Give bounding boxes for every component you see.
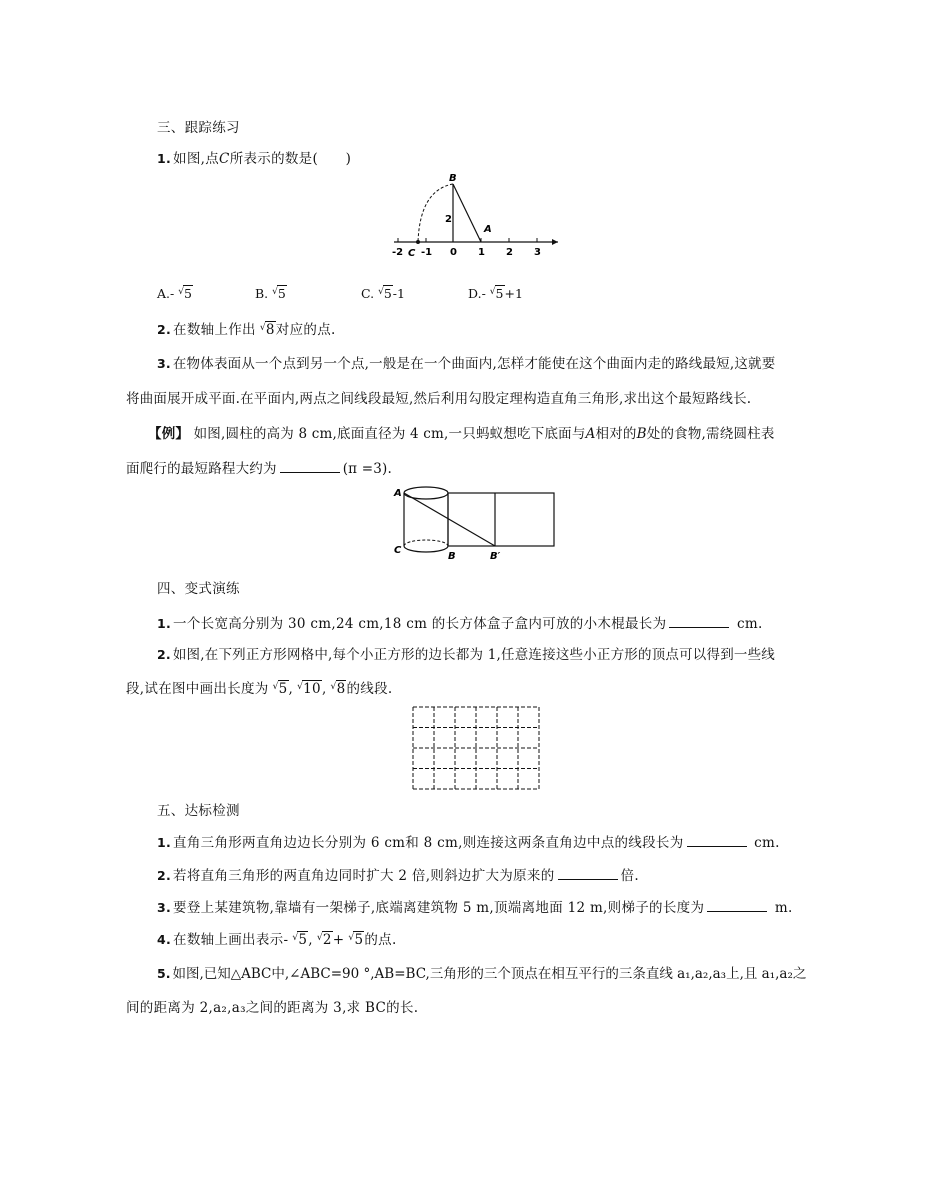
choice-sign: - bbox=[481, 286, 486, 301]
example-line-2 bbox=[126, 457, 392, 477]
choice-label: D. bbox=[468, 286, 482, 301]
question-text-tail: 的点. bbox=[364, 932, 397, 948]
answer-blank[interactable] bbox=[687, 834, 747, 847]
choice-a bbox=[157, 286, 193, 301]
example-text: 面爬行的最短路程大约为 bbox=[126, 461, 277, 477]
question-text: 在数轴上作出 bbox=[173, 322, 256, 338]
question-number: 3. bbox=[157, 900, 172, 915]
section-heading-4: 四、变式演练 bbox=[157, 581, 240, 597]
example-text-tail: (π =3). bbox=[342, 461, 392, 477]
question-number: 5. bbox=[157, 966, 171, 981]
question-text: 在数轴上画出表示 bbox=[173, 932, 284, 948]
question-3-2 bbox=[157, 318, 336, 338]
radicand: 5 bbox=[495, 286, 504, 301]
choice-tail: +1 bbox=[504, 286, 523, 301]
choice-d bbox=[468, 286, 523, 301]
question-text-tail: 对应的点. bbox=[275, 322, 336, 338]
example-tag: 【例】 bbox=[148, 426, 190, 442]
question-5-1 bbox=[157, 831, 780, 851]
label-c: C bbox=[408, 248, 416, 259]
radical: √5 bbox=[348, 932, 364, 948]
radical: √5 bbox=[272, 286, 286, 301]
cylinder-figure bbox=[390, 484, 562, 562]
question-4-2-cont bbox=[126, 677, 392, 697]
question-text: 段,试在图中画出长度为 bbox=[126, 681, 269, 697]
question-number: 1. bbox=[157, 616, 172, 631]
choice-c bbox=[361, 286, 405, 301]
question-5-5 bbox=[157, 962, 806, 982]
radicand: 8 bbox=[265, 322, 275, 338]
radical: √8 bbox=[330, 681, 346, 697]
question-3-1 bbox=[157, 147, 351, 167]
radicand: 8 bbox=[336, 681, 346, 697]
question-number: 2. bbox=[157, 322, 172, 337]
example-line-1 bbox=[148, 422, 775, 442]
question-3-3-cont: 将曲面展开成平面.在平面内,两点之间线段最短,然后利用勾股定理构造直角三角形,求出这个最短路线长. bbox=[126, 391, 752, 407]
tick-label: 0 bbox=[450, 247, 457, 258]
question-5-4 bbox=[157, 928, 397, 948]
answer-blank[interactable] bbox=[669, 615, 729, 628]
question-4-1 bbox=[157, 612, 763, 632]
example-text-mid: 相对的 bbox=[595, 426, 637, 442]
question-text-tail: 倍. bbox=[620, 868, 639, 884]
tick-label: 1 bbox=[478, 247, 485, 258]
choice-label: C. bbox=[361, 286, 375, 301]
question-text-tail: 所表示的数是( ) bbox=[229, 151, 352, 167]
example-text-tail: 处的食物,需绕圆柱表 bbox=[646, 426, 775, 442]
choice-label: B. bbox=[255, 286, 269, 301]
separator: , bbox=[288, 681, 294, 697]
question-number: 4. bbox=[157, 932, 172, 947]
variable-a: A bbox=[585, 426, 596, 442]
question-text: 直角三角形两直角边边长分别为 6 cm和 8 cm,则连接这两条直角边中点的线段长为 bbox=[173, 835, 684, 851]
radical: √5 bbox=[178, 286, 192, 301]
question-text: 在物体表面从一个点到另一个点,一般是在一个曲面内,怎样才能使在这个曲面内走的路线最短,这就要 bbox=[172, 356, 776, 372]
label-b-prime: B′ bbox=[490, 551, 501, 562]
question-text: 如图,在下列正方形网格中,每个小正方形的边长都为 1,任意连接这些小正方形的顶点可以得到一些线 bbox=[172, 647, 776, 663]
radical: √5 bbox=[378, 286, 392, 301]
sign: - bbox=[283, 932, 289, 948]
question-4-2 bbox=[157, 643, 775, 663]
label-b: B bbox=[448, 551, 456, 562]
answer-blank[interactable] bbox=[280, 460, 340, 473]
radical: √10 bbox=[297, 681, 321, 697]
tick-label: 3 bbox=[534, 247, 541, 258]
label-a: A bbox=[484, 224, 492, 235]
radical: √5 bbox=[489, 286, 504, 301]
question-5-2 bbox=[157, 864, 639, 884]
question-number: 1. bbox=[157, 835, 172, 850]
question-text: 一个长宽高分别为 30 cm,24 cm,18 cm 的长方体盒子盒内可放的小木棍最长为 bbox=[173, 616, 667, 632]
question-5-3 bbox=[157, 896, 793, 916]
radicand: 5 bbox=[298, 932, 308, 948]
radical: √5 bbox=[292, 932, 308, 948]
question-number: 2. bbox=[157, 647, 171, 662]
label-a: A bbox=[394, 488, 402, 499]
choice-sign: - bbox=[170, 286, 175, 301]
variable-c: C bbox=[219, 151, 230, 167]
label-c: C bbox=[394, 545, 402, 556]
radical: √2 bbox=[316, 932, 332, 948]
radicand: 5 bbox=[383, 286, 392, 301]
question-text: 若将直角三角形的两直角边同时扩大 2 倍,则斜边扩大为原来的 bbox=[173, 868, 555, 884]
answer-blank[interactable] bbox=[558, 867, 618, 880]
example-text: 如图,圆柱的高为 8 cm,底面直径为 4 cm,一只蚂蚁想吃下底面与 bbox=[193, 426, 586, 442]
question-number: 1. bbox=[157, 151, 172, 166]
numberline-figure bbox=[390, 170, 565, 262]
question-number: 3. bbox=[157, 356, 171, 371]
choice-label: A. bbox=[157, 286, 171, 301]
radical: √8 bbox=[259, 322, 275, 338]
question-number: 2. bbox=[157, 868, 172, 883]
question-text-tail: cm. bbox=[749, 835, 780, 851]
question-text: 如图,点 bbox=[173, 151, 220, 167]
choice-b bbox=[255, 286, 287, 301]
radicand: 5 bbox=[354, 932, 364, 948]
radical: √5 bbox=[272, 681, 288, 697]
tick-label: 2 bbox=[506, 247, 513, 258]
question-text: 要登上某建筑物,靠墙有一架梯子,底端离建筑物 5 m,顶端离地面 12 m,则梯子的长度为 bbox=[173, 900, 705, 916]
question-text: 如图,已知△ABC中,∠ABC=90 °,AB=BC,三角形的三个顶点在相互平行的三条直线 a₁,a₂,a₃上,且 a₁,a₂之 bbox=[172, 966, 807, 982]
tick-label: -1 bbox=[421, 247, 433, 258]
radicand: 2 bbox=[322, 932, 332, 948]
radicand: 10 bbox=[303, 681, 321, 697]
choice-tail: -1 bbox=[392, 286, 405, 301]
radicand: 5 bbox=[277, 286, 286, 301]
question-5-5-cont: 间的距离为 2,a₂,a₃之间的距离为 3,求 BC的长. bbox=[126, 1000, 419, 1016]
square-grid-figure bbox=[412, 706, 540, 790]
separator: , bbox=[321, 681, 327, 697]
question-text-tail: cm. bbox=[732, 616, 763, 632]
plus-sign: + bbox=[332, 932, 345, 948]
question-text-tail: 的线段. bbox=[346, 681, 393, 697]
section-heading-5: 五、达标检测 bbox=[157, 803, 240, 819]
variable-b: B bbox=[636, 426, 647, 442]
label-b: B bbox=[449, 173, 457, 184]
question-3-3 bbox=[157, 352, 775, 372]
separator: , bbox=[308, 932, 313, 948]
tick-label: -2 bbox=[392, 247, 404, 258]
label-height-2: 2 bbox=[445, 214, 452, 225]
radicand: 5 bbox=[278, 681, 288, 697]
question-text-tail: m. bbox=[770, 900, 793, 916]
radicand: 5 bbox=[184, 286, 192, 301]
section-heading-3: 三、跟踪练习 bbox=[157, 120, 240, 136]
answer-blank[interactable] bbox=[707, 899, 767, 912]
